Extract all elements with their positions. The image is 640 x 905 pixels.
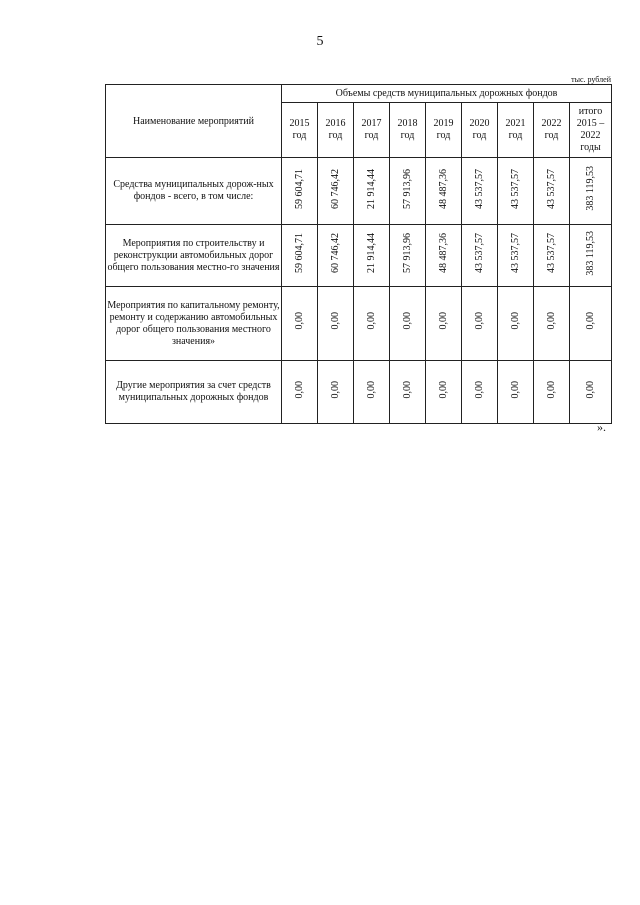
value-cell: 48 487,36 [426,225,462,287]
value-cell: 60 746,42 [318,225,354,287]
year-header: 2017 год [354,103,390,158]
value-cell: 43 537,57 [534,225,570,287]
value-cell: 43 537,57 [462,158,498,225]
year-header: 2015 год [282,103,318,158]
value-cell: 0,00 [570,361,612,424]
name-header: Наименование мероприятий [106,85,282,158]
row-name: Мероприятия по капитальному ремонту, ремонту и содержанию автомобильных дорог общего пользования местного значения» [106,287,282,361]
year-header: 2020 год [462,103,498,158]
value-cell: 0,00 [498,287,534,361]
value-cell: 0,00 [354,287,390,361]
units-label: тыс. рублей [571,75,611,84]
value-cell: 60 746,42 [318,158,354,225]
value-cell: 0,00 [282,361,318,424]
value-cell: 48 487,36 [426,158,462,225]
value-cell: 59 604,71 [282,225,318,287]
value-cell: 0,00 [498,361,534,424]
value-cell: 0,00 [462,361,498,424]
table-row [106,361,612,424]
value-cell: 383 119,53 [570,158,612,225]
value-cell: 0,00 [390,287,426,361]
row-name: Другие мероприятия за счет средств муниципальных дорожных фондов [106,361,282,424]
value-cell: 0,00 [534,361,570,424]
value-cell: 43 537,57 [462,225,498,287]
value-cell: 43 537,57 [498,225,534,287]
year-header: 2019 год [426,103,462,158]
value-cell: 59 604,71 [282,158,318,225]
value-cell: 0,00 [462,287,498,361]
value-cell: 0,00 [570,287,612,361]
closing-quote: ». [597,420,606,434]
group-header: Объемы средств муниципальных дорожных фондов [282,85,612,103]
year-header: 2022 год [534,103,570,158]
value-cell: 43 537,57 [534,158,570,225]
table-row [106,287,612,361]
value-cell: 21 914,44 [354,158,390,225]
row-name: Средства муниципальных дорож-ных фондов - всего, в том числе: [106,158,282,225]
funds-table [105,84,612,424]
value-cell: 0,00 [318,287,354,361]
value-cell: 57 913,96 [390,158,426,225]
value-cell: 43 537,57 [498,158,534,225]
year-header: 2018 год [390,103,426,158]
value-cell: 0,00 [534,287,570,361]
value-cell: 21 914,44 [354,225,390,287]
value-cell: 0,00 [318,361,354,424]
value-cell: 0,00 [426,361,462,424]
year-header: 2016 год [318,103,354,158]
value-cell: 0,00 [390,361,426,424]
table-row [106,158,612,225]
total-header: итого 2015 – 2022 годы [570,103,612,158]
table-row [106,225,612,287]
value-cell: 0,00 [354,361,390,424]
value-cell: 0,00 [282,287,318,361]
page-number: 5 [316,34,324,49]
year-header: 2021 год [498,103,534,158]
row-name: Мероприятия по строительству и реконструкции автомобильных дорог общего пользования местно-го значения [106,225,282,287]
header-row-group [106,85,612,103]
value-cell: 0,00 [426,287,462,361]
value-cell: 383 119,53 [570,225,612,287]
value-cell: 57 913,96 [390,225,426,287]
